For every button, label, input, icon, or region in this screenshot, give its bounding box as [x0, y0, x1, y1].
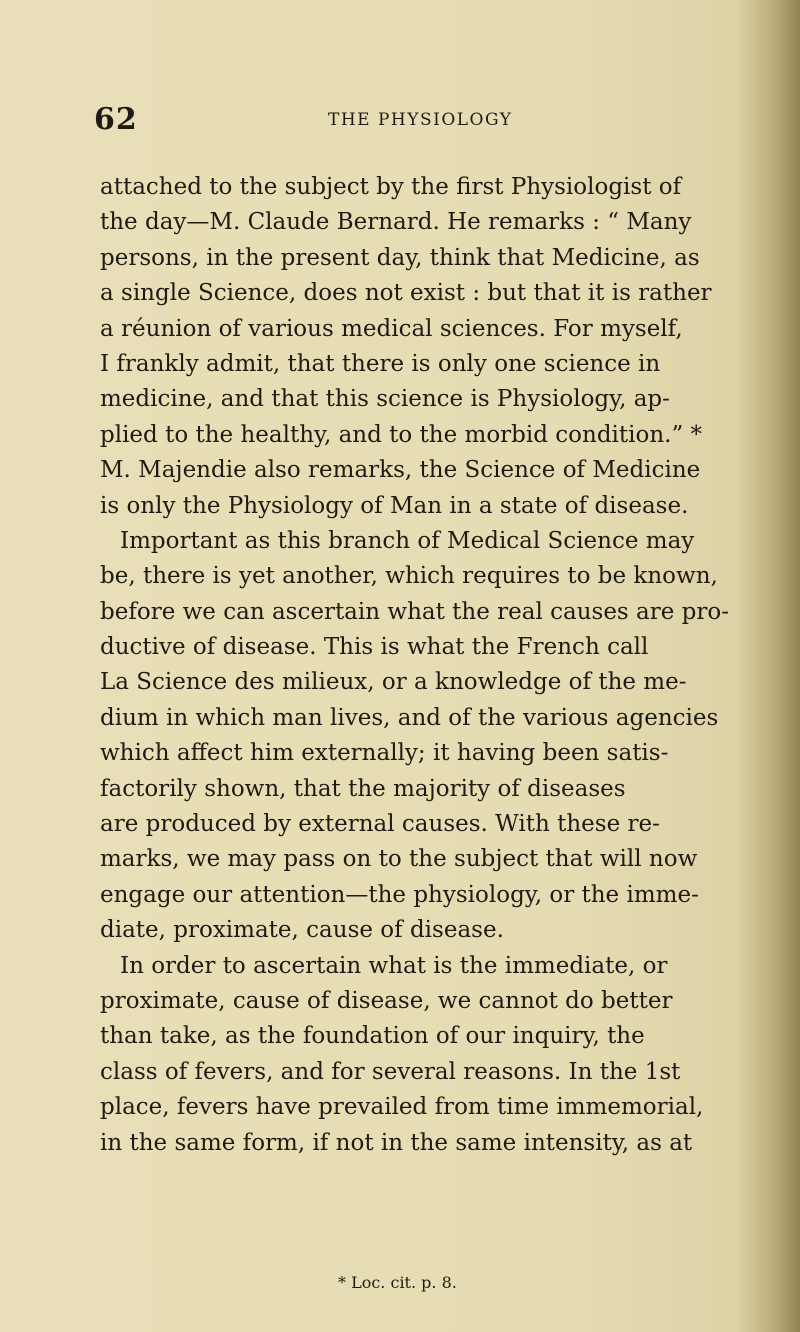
running-head: THE PHYSIOLOGY — [328, 110, 513, 130]
text-line: In order to ascertain what is the immediate, or — [120, 952, 668, 979]
text-line: which affect him externally; it having been satis- — [100, 740, 669, 767]
text-line: than take, as the foundation of our inquiry, the — [100, 1023, 645, 1050]
text-line: Important as this branch of Medical Science may — [120, 527, 695, 554]
footnote: * Loc. cit. p. 8. — [338, 1273, 457, 1292]
text-line: marks, we may pass on to the subject that will now — [100, 846, 698, 873]
page-number: 62 — [94, 102, 138, 137]
text-line: La Science des milieux, or a knowledge of the me- — [100, 669, 687, 696]
text-line: diate, proximate, cause of disease. — [100, 917, 504, 944]
text-line: proximate, cause of disease, we cannot do better — [100, 987, 673, 1014]
page-header — [94, 100, 704, 140]
text-line: a réunion of various medical sciences. For myself, — [100, 315, 683, 342]
text-line: is only the Physiology of Man in a state of disease. — [100, 492, 689, 519]
text-line: before we can ascertain what the real causes are pro- — [100, 598, 730, 625]
text-line: persons, in the present day, think that Medicine, as — [100, 244, 700, 271]
text-line: M. Majendie also remarks, the Science of Medicine — [100, 457, 701, 484]
text-line: are produced by external causes. With these re- — [100, 811, 660, 838]
text-line: engage our attention—the physiology, or the imme- — [100, 881, 699, 908]
body-text — [100, 170, 730, 1270]
text-line: the day—M. Claude Bernard. He remarks : “ Many — [100, 209, 692, 236]
text-line: attached to the subject by the first Physiologist of — [100, 174, 682, 200]
text-line: plied to the healthy, and to the morbid condition.” * — [100, 421, 703, 448]
text-line: I frankly admit, that there is only one science in — [100, 350, 661, 377]
text-line: dium in which man lives, and of the various agencies — [100, 704, 719, 731]
text-line: ductive of disease. This is what the French call — [100, 634, 649, 661]
text-line: be, there is yet another, which requires to be known, — [100, 563, 718, 590]
text-line: medicine, and that this science is Physiology, ap- — [100, 386, 670, 413]
text-line: in the same form, if not in the same intensity, as at — [100, 1129, 693, 1156]
text-line: factorily shown, that the majority of diseases — [100, 775, 626, 802]
text-line: class of fevers, and for several reasons. In the 1st — [100, 1058, 681, 1085]
text-line: place, fevers have prevailed from time immemorial, — [100, 1094, 704, 1121]
text-line: a single Science, does not exist : but that it is rather — [100, 280, 712, 307]
